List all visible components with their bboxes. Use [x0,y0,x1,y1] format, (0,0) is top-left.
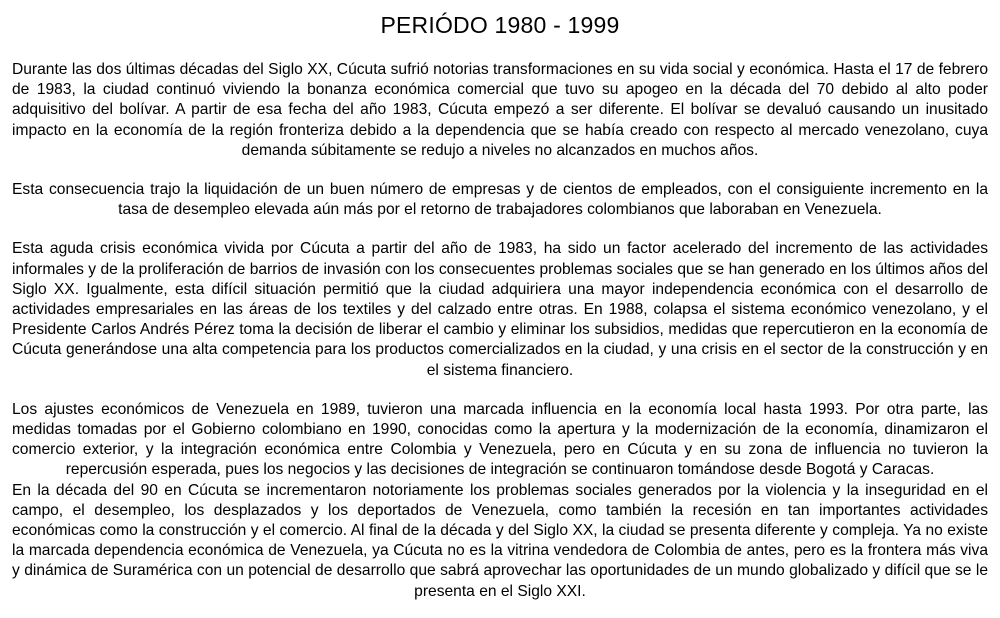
paragraph-2: Esta consecuencia trajo la liquidación de un buen número de empresas y de cientos de empleados, con el consiguiente incremento en la tasa de desempleo elevada aún más por el retorno de trabajadores colombianos que laboraban en Venezuela. [12,181,988,219]
page-title: PERIÓDO 1980 - 1999 [380,12,620,38]
paragraph-4: Los ajustes económicos de Venezuela en 1989, tuvieron una marcada influencia en la economía local hasta 1993. Por otra parte, las medidas tomadas por el Gobierno colombiano en 1990, conocidas como la apertura y la modernización de la economía, dinamizaron el comercio exterior, y la integración económica entre Colombia y Venezuela, pero en Cúcuta y en su zona de influencia no tuvieron la repercusión esperada, pues los negocios y las decisiones de integración se continuaron tomándose desde Bogotá y Caracas. [12,400,988,479]
paragraph-3: Esta aguda crisis económica vivida por Cúcuta a partir del año de 1983, ha sido un factor acelerado del incremento de las actividades informales y de la proliferación de barrios de invasión con los consecuentes problemas sociales que se han generado en los últimos años del Siglo XX. Igualmente, esta difícil situación permitió que la ciudad adquiriera una mayor independencia económica con el desarrollo de actividades empresariales en las áreas de los textiles y del calzado entre otras. En 1988, colapsa el sistema económico venezolano, y el Presidente Carlos Andrés Pérez toma la decisión de liberar el cambio y eliminar los subsidios, medidas que repercutieron en la economía de Cúcuta generándose una alta competencia para los productos comercializados en la ciudad, y una crisis en el sector de la construcción y en el sistema financiero. [12,240,988,379]
paragraph-5: En la década del 90 en Cúcuta se incrementaron notoriamente los problemas sociales generados por la violencia y la inseguridad en el campo, el desempleo, los desplazados y los deportados de Venezuela, como también la recesión en tan importantes actividades económicas como la construcción y el comercio. Al final de la década y del Siglo XX, la ciudad se presenta diferente y compleja. Ya no existe la marcada dependencia económica de Venezuela, ya Cúcuta no es la vitrina vendedora de Colombia de antes, pero es la frontera más viva y dinámica de Suramérica con un potencial de desarrollo que sabrá aprovechar las oportunidades de un mundo globalizado y difícil que se le presenta en el Siglo XXI. [12,481,988,600]
paragraph-1: Durante las dos últimas décadas del Siglo XX, Cúcuta sufrió notorias transformaciones en su vida social y económica. Hasta el 17 de febrero de 1983, la ciudad continuó viviendo la bonanza económica comercial que tuvo su apogeo en la década del 70 debido al alto poder adquisitivo del bolívar. A partir de esa fecha del año 1983, Cúcuta empezó a ser diferente. El bolívar se devaluó causando un inusitado impacto en la economía de la región fronteriza debido a la dependencia que se había creado con respecto al mercado venezolano, cuya demanda súbitamente se redujo a niveles no alcanzados en muchos años. [12,61,988,159]
document-page [12,10,988,602]
